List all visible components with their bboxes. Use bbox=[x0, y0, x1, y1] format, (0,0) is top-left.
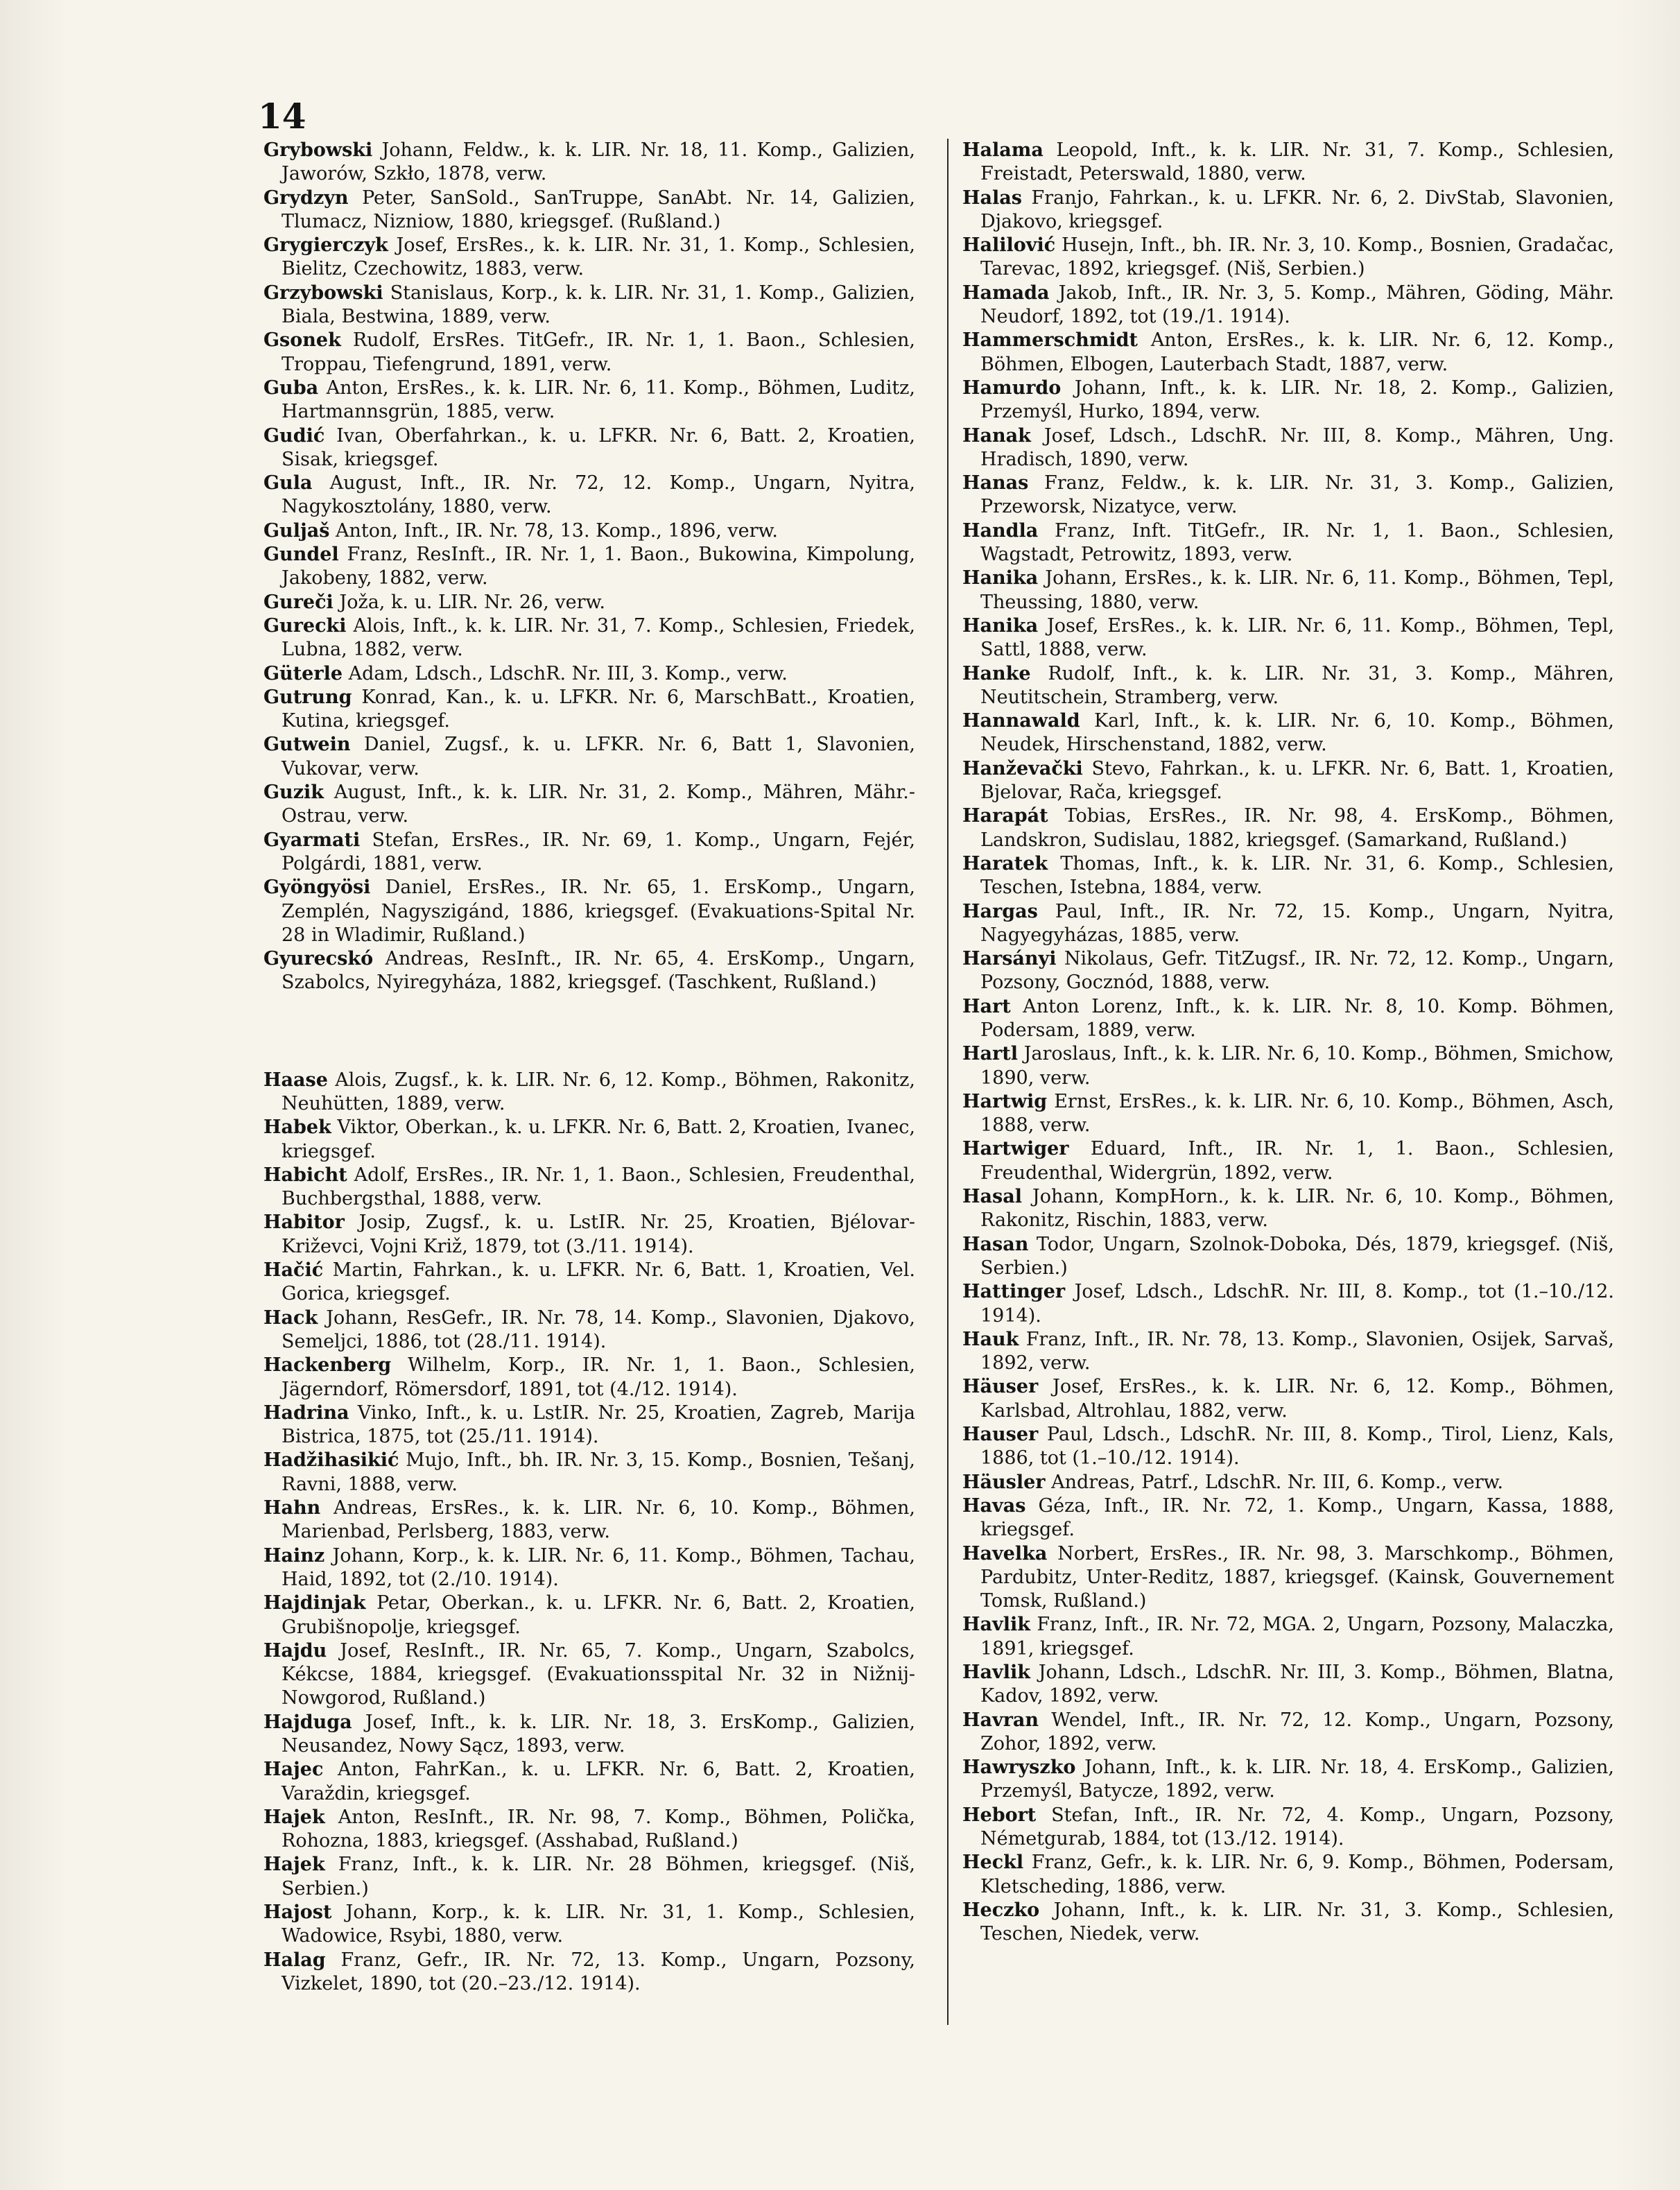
entry-details: August, Inft., IR. Nr. 72, 12. Komp., Ungarn, Nyitra, Nagykosztolány, 1880, verw. bbox=[282, 472, 915, 518]
entry-details: Johann, ResGefr., IR. Nr. 78, 14. Komp., Slavonien, Djakovo, Semeljci, 1886, tot (28./11. 1914). bbox=[282, 1307, 915, 1352]
entry-surname: Guzik bbox=[263, 782, 324, 804]
entry-details: Anton, Inft., IR. Nr. 78, 13. Komp., 1896, verw. bbox=[336, 519, 778, 542]
list-entry bbox=[263, 1354, 915, 1402]
list-entry bbox=[962, 519, 1614, 567]
entry-surname: Havran bbox=[962, 1709, 1039, 1731]
list-entry bbox=[263, 234, 915, 282]
entry-surname: Guba bbox=[263, 377, 319, 399]
entry-surname: Gyurecskó bbox=[263, 948, 374, 970]
entry-details: Tobias, ErsRes., IR. Nr. 98, 4. ErsKomp., Böhmen, Landskron, Sudislau, 1882, kriegsgef. (Samarkand, Rußland.) bbox=[980, 805, 1614, 851]
entry-surname: Hajost bbox=[263, 1902, 332, 1924]
entry-details: Josef, Ldsch., LdschR. Nr. III, 8. Komp., Mähren, Ung. Hradisch, 1890, verw. bbox=[980, 424, 1614, 470]
entry-details: Andreas, Patrf., LdschR. Nr. III, 6. Komp., verw. bbox=[1051, 1471, 1504, 1493]
entry-details: Martin, Fahrkan., k. u. LFKR. Nr. 6, Batt. 1, Kroatien, Vel. Gorica, kriegsgef. bbox=[282, 1259, 915, 1305]
list-entry bbox=[962, 234, 1614, 282]
list-entry bbox=[263, 329, 915, 377]
list-entry bbox=[962, 472, 1614, 519]
entry-details: Norbert, ErsRes., IR. Nr. 98, 3. Marschkomp., Böhmen, Pardubitz, Unter-Reditz, 1887, kriegsgef. (Kainsk, Gouvernement Tomsk, Rußland.) bbox=[980, 1542, 1614, 1612]
list-entry bbox=[263, 947, 915, 995]
entry-surname: Grygierczyk bbox=[263, 234, 388, 257]
entry-surname: Hanak bbox=[962, 424, 1031, 447]
entry-details: Karl, Inft., k. k. LIR. Nr. 6, 10. Komp., Böhmen, Neudek, Hirschenstand, 1882, verw. bbox=[980, 710, 1614, 756]
entry-surname: Hadžihasikić bbox=[263, 1449, 399, 1472]
entry-surname: Grydzyn bbox=[263, 187, 349, 209]
entry-surname: Halilović bbox=[962, 234, 1056, 257]
list-entry bbox=[263, 1259, 915, 1307]
list-entry bbox=[263, 1497, 915, 1544]
entry-details: Nikolaus, Gefr. TitZugsf., IR. Nr. 72, 12. Komp., Ungarn, Pozsony, Gocznód, 1888, verw. bbox=[980, 948, 1614, 994]
list-entry bbox=[962, 1804, 1614, 1852]
entry-details: Johann, KompHorn., k. k. LIR. Nr. 6, 10. Komp., Böhmen, Rakonitz, Rischin, 1883, verw. bbox=[980, 1186, 1614, 1232]
entry-surname: Grybowski bbox=[263, 139, 373, 161]
entry-surname: Hahn bbox=[263, 1497, 321, 1519]
entry-surname: Halas bbox=[962, 187, 1022, 209]
entry-details: Franz, Inft., k. k. LIR. Nr. 28 Böhmen, kriegsgef. (Niš, Serbien.) bbox=[282, 1854, 915, 1899]
list-entry bbox=[263, 829, 915, 877]
list-entry bbox=[263, 1711, 915, 1759]
entry-surname: Hainz bbox=[263, 1544, 325, 1567]
entry-surname: Hajduga bbox=[263, 1711, 352, 1733]
entry-details: Anton, FahrKan., k. u. LFKR. Nr. 6, Batt. 2, Kroatien, Varaždin, kriegsgef. bbox=[282, 1759, 915, 1804]
entry-details: Franz, Inft. TitGefr., IR. Nr. 1, 1. Baon., Schlesien, Wagstadt, Petrowitz, 1893, verw. bbox=[980, 519, 1614, 566]
entry-surname: Gutwein bbox=[263, 734, 351, 756]
entry-surname: Hammerschmidt bbox=[962, 329, 1138, 352]
entry-surname: Hajek bbox=[263, 1854, 325, 1876]
list-entry bbox=[263, 543, 915, 591]
entry-details: Johann, Ldsch., LdschR. Nr. III, 3. Komp., Böhmen, Blatna, Kadov, 1892, verw. bbox=[980, 1662, 1614, 1707]
entry-surname: Hauser bbox=[962, 1424, 1039, 1446]
list-entry bbox=[962, 1851, 1614, 1899]
list-entry bbox=[263, 424, 915, 472]
entry-details: Johann, Inft., k. k. LIR. Nr. 18, 4. ErsKomp., Galizien, Przemyśl, Batycze, 1892, verw. bbox=[980, 1757, 1614, 1802]
list-entry bbox=[962, 329, 1614, 377]
list-entry bbox=[962, 900, 1614, 948]
list-entry bbox=[263, 1853, 915, 1901]
entry-surname: Hackenberg bbox=[263, 1354, 392, 1377]
entry-details: Franz, Feldw., k. k. LIR. Nr. 31, 3. Komp., Galizien, Przeworsk, Nizatyce, verw. bbox=[980, 472, 1614, 518]
entry-surname: Güterle bbox=[263, 662, 343, 684]
list-entry bbox=[263, 614, 915, 662]
entry-details: Vinko, Inft., k. u. LstIR. Nr. 25, Kroatien, Zagreb, Marija Bistrica, 1875, tot (25./11. 1914). bbox=[282, 1402, 915, 1448]
entry-surname: Halama bbox=[962, 139, 1043, 161]
left-column bbox=[263, 139, 915, 1996]
list-entry bbox=[962, 1899, 1614, 1947]
entry-details: Johann, Inft., k. k. LIR. Nr. 31, 3. Komp., Schlesien, Teschen, Niedek, verw. bbox=[980, 1899, 1614, 1945]
list-entry bbox=[962, 1280, 1614, 1328]
list-entry bbox=[962, 1423, 1614, 1471]
entry-surname: Hanika bbox=[962, 614, 1039, 637]
entry-surname: Heczko bbox=[962, 1899, 1040, 1921]
list-entry bbox=[962, 1613, 1614, 1661]
list-entry bbox=[263, 139, 915, 187]
list-entry bbox=[263, 472, 915, 519]
entry-surname: Hanika bbox=[962, 567, 1039, 589]
list-entry bbox=[263, 1592, 915, 1639]
entry-surname: Gudić bbox=[263, 424, 325, 447]
entry-surname: Halag bbox=[263, 1949, 326, 1971]
entry-surname: Hamurdo bbox=[962, 377, 1062, 399]
entry-details: Jaroslaus, Inft., k. k. LIR. Nr. 6, 10. Komp., Böhmen, Smichow, 1890, verw. bbox=[980, 1043, 1614, 1089]
right-column bbox=[962, 139, 1614, 1947]
entry-details: Franz, Gefr., IR. Nr. 72, 13. Komp., Ungarn, Pozsony, Vizkelet, 1890, tot (20.–23./12. 1914). bbox=[282, 1949, 915, 1994]
entry-details: Josef, Inft., k. k. LIR. Nr. 18, 3. ErsKomp., Galizien, Neusandez, Nowy Sącz, 1893, verw. bbox=[282, 1711, 915, 1757]
entry-details: Anton, ResInft., IR. Nr. 98, 7. Komp., Böhmen, Polička, Rohozna, 1883, kriegsgef. (Asshabad, Rußland.) bbox=[282, 1806, 916, 1852]
list-entry bbox=[263, 282, 915, 329]
entry-surname: Gsonek bbox=[263, 329, 341, 352]
entry-details: Mujo, Inft., bh. IR. Nr. 3, 15. Komp., Bosnien, Tešanj, Ravni, 1888, verw. bbox=[282, 1449, 915, 1495]
entry-surname: Guljaš bbox=[263, 519, 330, 542]
entry-details: Alois, Zugsf., k. k. LIR. Nr. 6, 12. Komp., Böhmen, Rakonitz, Neuhütten, 1889, verw. bbox=[282, 1069, 915, 1114]
entry-details: Leopold, Inft., k. k. LIR. Nr. 31, 7. Komp., Schlesien, Freistadt, Peterswald, 1880, verw. bbox=[980, 139, 1614, 185]
entry-details: Géza, Inft., IR. Nr. 72, 1. Komp., Ungarn, Kassa, 1888, kriegsgef. bbox=[980, 1494, 1614, 1541]
entry-details: Stefan, Inft., IR. Nr. 72, 4. Komp., Ungarn, Pozsony, Németgurab, 1884, tot (13./12. 1914). bbox=[980, 1804, 1614, 1850]
entry-details: Josef, ErsRes., k. k. LIR. Nr. 6, 12. Komp., Böhmen, Karlsbad, Altrohlau, 1882, verw. bbox=[980, 1376, 1614, 1422]
entry-details: Daniel, ErsRes., IR. Nr. 65, 1. ErsKomp., Ungarn, Zemplén, Nagyszigánd, 1886, kriegsgef. (Evakuations-Spital Nr. 28 in Wladimir, Rußland.) bbox=[282, 877, 915, 946]
entry-details: Adam, Ldsch., LdschR. Nr. III, 3. Komp., verw. bbox=[348, 662, 788, 684]
entry-details: Husejn, Inft., bh. IR. Nr. 3, 10. Komp., Bosnien, Gradačac, Tarevac, 1892, kriegsgef. (Niš, Serbien.) bbox=[980, 234, 1614, 280]
entry-surname: Hartl bbox=[962, 1043, 1018, 1065]
list-entry bbox=[263, 1402, 915, 1449]
entry-surname: Hanke bbox=[962, 662, 1031, 684]
list-entry bbox=[962, 947, 1614, 995]
entry-surname: Gureči bbox=[263, 591, 334, 613]
entry-surname: Haase bbox=[263, 1069, 328, 1091]
entry-surname: Hargas bbox=[962, 900, 1038, 922]
entry-details: Thomas, Inft., k. k. LIR. Nr. 31, 6. Komp., Schlesien, Teschen, Istebna, 1884, verw. bbox=[980, 852, 1614, 899]
entry-details: Stanislaus, Korp., k. k. LIR. Nr. 31, 1. Komp., Galizien, Biala, Bestwina, 1889, verw. bbox=[282, 282, 915, 328]
list-entry bbox=[962, 567, 1614, 614]
list-entry bbox=[962, 1042, 1614, 1090]
entry-surname: Hanževački bbox=[962, 757, 1083, 779]
list-entry bbox=[962, 1137, 1614, 1185]
entry-details: Johann, Korp., k. k. LIR. Nr. 31, 1. Komp., Schlesien, Wadowice, Rsybi, 1880, verw. bbox=[282, 1902, 915, 1947]
entry-surname: Hebort bbox=[962, 1804, 1037, 1826]
entry-details: Alois, Inft., k. k. LIR. Nr. 31, 7. Komp., Schlesien, Friedek, Lubna, 1882, verw. bbox=[282, 614, 915, 661]
list-entry bbox=[962, 1709, 1614, 1757]
list-entry bbox=[962, 709, 1614, 757]
entry-surname: Gyarmati bbox=[263, 829, 361, 851]
entry-surname: Hannawald bbox=[962, 710, 1080, 732]
entry-surname: Havlik bbox=[962, 1614, 1030, 1636]
entry-surname: Gutrung bbox=[263, 686, 352, 708]
entry-details: Stefan, ErsRes., IR. Nr. 69, 1. Komp., Ungarn, Fejér, Polgárdi, 1881, verw. bbox=[282, 829, 915, 874]
entry-details: Andreas, ErsRes., k. k. LIR. Nr. 6, 10. Komp., Böhmen, Marienbad, Perlsberg, 1883, verw. bbox=[282, 1497, 915, 1543]
list-entry bbox=[263, 1901, 915, 1949]
list-entry bbox=[962, 1233, 1614, 1281]
entry-details: Franjo, Fahrkan., k. u. LFKR. Nr. 6, 2. DivStab, Slavonien, Djakovo, kriegsgef. bbox=[980, 187, 1614, 232]
entry-details: Wilhelm, Korp., IR. Nr. 1, 1. Baon., Schlesien, Jägerndorf, Römersdorf, 1891, tot (4./12. 1914). bbox=[282, 1354, 915, 1400]
entry-details: Todor, Ungarn, Szolnok-Doboka, Dés, 1879, kriegsgef. (Niš, Serbien.) bbox=[980, 1233, 1614, 1279]
entry-details: Joža, k. u. LIR. Nr. 26, verw. bbox=[339, 591, 606, 613]
entry-details: Rudolf, ErsRes. TitGefr., IR. Nr. 1, 1. Baon., Schlesien, Troppau, Tiefengrund, 1891, verw. bbox=[282, 329, 915, 375]
entry-details: Viktor, Oberkan., k. u. LFKR. Nr. 6, Batt. 2, Kroatien, Ivanec, kriegsgef. bbox=[282, 1116, 915, 1162]
entry-surname: Hartwiger bbox=[962, 1138, 1069, 1160]
list-entry bbox=[962, 614, 1614, 662]
entry-details: Josip, Zugsf., k. u. LstIR. Nr. 25, Kroatien, Bjélovar-Križevci, Vojni Križ, 1879, tot (3./11. 1914). bbox=[282, 1212, 915, 1257]
entry-surname: Hartwig bbox=[962, 1090, 1048, 1112]
entry-surname: Gundel bbox=[263, 544, 339, 566]
entry-details: Franz, ResInft., IR. Nr. 1, 1. Baon., Bukowina, Kimpolung, Jakobeny, 1882, verw. bbox=[282, 544, 915, 589]
list-entry bbox=[962, 1542, 1614, 1614]
entry-surname: Hattinger bbox=[962, 1281, 1066, 1303]
entry-surname: Gurecki bbox=[263, 614, 347, 637]
list-entry bbox=[263, 1806, 915, 1854]
list-entry bbox=[962, 1090, 1614, 1138]
list-entry bbox=[962, 1756, 1614, 1804]
entry-surname: Havlik bbox=[962, 1662, 1030, 1683]
entry-details: Franz, Gefr., k. k. LIR. Nr. 6, 9. Komp., Böhmen, Podersam, Kletscheding, 1886, verw. bbox=[980, 1852, 1614, 1897]
entry-surname: Hamada bbox=[962, 282, 1050, 304]
list-entry bbox=[263, 1164, 915, 1212]
entry-details: Wendel, Inft., IR. Nr. 72, 12. Komp., Ungarn, Pozsony, Zohor, 1892, verw. bbox=[980, 1709, 1614, 1754]
entry-details: Konrad, Kan., k. u. LFKR. Nr. 6, MarschBatt., Kroatien, Kutina, kriegsgef. bbox=[282, 686, 915, 732]
entry-details: Ernst, ErsRes., k. k. LIR. Nr. 6, 10. Komp., Böhmen, Asch, 1888, verw. bbox=[980, 1090, 1614, 1137]
list-entry bbox=[962, 1328, 1614, 1376]
entry-surname: Hasan bbox=[962, 1233, 1029, 1255]
entry-surname: Hawryszko bbox=[962, 1757, 1076, 1779]
entry-details: Josef, ErsRes., k. k. LIR. Nr. 6, 11. Komp., Böhmen, Tepl, Sattl, 1888, verw. bbox=[980, 614, 1615, 661]
list-entry bbox=[962, 757, 1614, 805]
list-entry bbox=[263, 662, 915, 686]
list-entry bbox=[962, 377, 1614, 424]
entry-details: Anton Lorenz, Inft., k. k. LIR. Nr. 8, 10. Komp. Böhmen, Podersam, 1889, verw. bbox=[980, 995, 1614, 1041]
column-divider bbox=[947, 139, 949, 2025]
entry-surname: Hajdinjak bbox=[263, 1592, 366, 1614]
entry-details: Petar, Oberkan., k. u. LFKR. Nr. 6, Batt. 2, Kroatien, Grubišnopolje, kriegsgef. bbox=[282, 1592, 915, 1638]
entry-details: Eduard, Inft., IR. Nr. 1, 1. Baon., Schlesien, Freudenthal, Widergrün, 1892, verw. bbox=[980, 1138, 1615, 1184]
entry-details: Peter, SanSold., SanTruppe, SanAbt. Nr. 14, Galizien, Tlumacz, Nizniow, 1880, kriegsgef. (Rußland.) bbox=[282, 187, 915, 232]
section-break bbox=[263, 995, 915, 1069]
list-entry bbox=[263, 1116, 915, 1164]
entry-details: Anton, ErsRes., k. k. LIR. Nr. 6, 11. Komp., Böhmen, Luditz, Hartmannsgrün, 1885, verw. bbox=[282, 377, 915, 423]
list-entry bbox=[263, 1949, 915, 1997]
entry-surname: Habicht bbox=[263, 1164, 347, 1186]
entry-details: Rudolf, Inft., k. k. LIR. Nr. 31, 3. Komp., Mähren, Neutitschein, Stramberg, verw. bbox=[980, 662, 1614, 708]
entry-surname: Hajec bbox=[263, 1759, 324, 1781]
entry-details: Stevo, Fahrkan., k. u. LFKR. Nr. 6, Batt. 1, Kroatien, Bjelovar, Rača, kriegsgef. bbox=[980, 757, 1614, 804]
entry-surname: Hanas bbox=[962, 472, 1029, 494]
entry-surname: Harapát bbox=[962, 805, 1048, 827]
list-entry bbox=[962, 282, 1614, 329]
entry-details: Josef, ResInft., IR. Nr. 65, 7. Komp., Ungarn, Szabolcs, Kékcse, 1884, kriegsgef. (Evakuationsspital Nr. 32 in Nižnij-Nowgorod, Rußland.) bbox=[282, 1639, 915, 1709]
entry-details: Johann, Inft., k. k. LIR. Nr. 18, 2. Komp., Galizien, Przemyśl, Hurko, 1894, verw. bbox=[980, 377, 1614, 423]
entry-surname: Grzybowski bbox=[263, 282, 383, 304]
entry-surname: Häuser bbox=[962, 1376, 1039, 1398]
list-entry bbox=[263, 1449, 915, 1497]
list-entry bbox=[263, 1211, 915, 1259]
entry-details: Adolf, ErsRes., IR. Nr. 1, 1. Baon., Schlesien, Freudenthal, Buchbergsthal, 1888, verw. bbox=[282, 1164, 915, 1210]
list-entry bbox=[263, 1544, 915, 1592]
list-entry bbox=[962, 662, 1614, 710]
entry-details: Franz, Inft., IR. Nr. 72, MGA. 2, Ungarn, Pozsony, Malaczka, 1891, kriegsgef. bbox=[980, 1614, 1615, 1659]
entry-details: Ivan, Oberfahrkan., k. u. LFKR. Nr. 6, Batt. 2, Kroatien, Sisak, kriegsgef. bbox=[282, 424, 915, 470]
entry-surname: Hajdu bbox=[263, 1639, 327, 1662]
list-entry bbox=[263, 187, 915, 234]
entry-surname: Hauk bbox=[962, 1328, 1019, 1350]
list-entry bbox=[962, 187, 1614, 234]
entry-surname: Habitor bbox=[263, 1212, 345, 1234]
list-entry bbox=[263, 1639, 915, 1711]
entry-details: August, Inft., k. k. LIR. Nr. 31, 2. Komp., Mähren, Mähr.-Ostrau, verw. bbox=[282, 782, 915, 827]
list-entry bbox=[962, 424, 1614, 472]
entry-surname: Hadrina bbox=[263, 1402, 349, 1424]
list-entry bbox=[263, 519, 915, 543]
list-entry bbox=[962, 1494, 1614, 1542]
entry-surname: Hart bbox=[962, 995, 1011, 1017]
list-entry bbox=[263, 1307, 915, 1354]
entry-details: Anton, ErsRes., k. k. LIR. Nr. 6, 12. Komp., Böhmen, Elbogen, Lauterbach Stadt, 1887, verw. bbox=[980, 329, 1614, 375]
entry-details: Johann, ErsRes., k. k. LIR. Nr. 6, 11. Komp., Böhmen, Tepl, Theussing, 1880, verw. bbox=[980, 567, 1614, 613]
entry-surname: Hasal bbox=[962, 1186, 1022, 1208]
entry-surname: Habek bbox=[263, 1116, 331, 1139]
list-entry bbox=[263, 377, 915, 424]
entry-details: Jakob, Inft., IR. Nr. 3, 5. Komp., Mähren, Göding, Mähr. Neudorf, 1892, tot (19./1. 1914). bbox=[980, 282, 1614, 328]
list-entry bbox=[962, 1185, 1614, 1233]
list-entry bbox=[263, 781, 915, 829]
entry-surname: Gyöngyösi bbox=[263, 877, 371, 899]
entry-details: Josef, ErsRes., k. k. LIR. Nr. 31, 1. Komp., Schlesien, Bielitz, Czechowitz, 1883, verw. bbox=[282, 234, 915, 280]
entry-surname: Haratek bbox=[962, 852, 1048, 874]
entry-details: Johann, Feldw., k. k. LIR. Nr. 18, 11. Komp., Galizien, Jaworów, Szkło, 1878, verw. bbox=[282, 139, 915, 185]
entry-surname: Gula bbox=[263, 472, 313, 494]
entry-details: Andreas, ResInft., IR. Nr. 65, 4. ErsKomp., Ungarn, Szabolcs, Nyiregyháza, 1882, kriegsgef. (Taschkent, Rußland.) bbox=[282, 948, 915, 994]
entry-surname: Havelka bbox=[962, 1542, 1048, 1564]
list-entry bbox=[962, 852, 1614, 900]
list-entry bbox=[962, 1375, 1614, 1423]
entry-surname: Handla bbox=[962, 519, 1039, 542]
entry-surname: Havas bbox=[962, 1494, 1026, 1517]
list-entry bbox=[263, 1758, 915, 1806]
entry-details: Franz, Inft., IR. Nr. 78, 13. Komp., Slavonien, Osijek, Sarvaš, 1892, verw. bbox=[980, 1328, 1614, 1374]
list-entry bbox=[962, 804, 1614, 852]
entry-surname: Harsányi bbox=[962, 948, 1057, 970]
entry-details: Paul, Inft., IR. Nr. 72, 15. Komp., Ungarn, Nyitra, Nagyegyházas, 1885, verw. bbox=[980, 900, 1614, 946]
list-entry bbox=[263, 876, 915, 947]
entry-details: Paul, Ldsch., LdschR. Nr. III, 8. Komp., Tirol, Lienz, Kals, 1886, tot (1.–10./12. 1914). bbox=[980, 1424, 1614, 1469]
list-entry bbox=[962, 995, 1614, 1043]
entry-details: Johann, Korp., k. k. LIR. Nr. 6, 11. Komp., Böhmen, Tachau, Haid, 1892, tot (2./10. 1914). bbox=[282, 1544, 915, 1590]
list-entry bbox=[263, 733, 915, 781]
entry-surname: Hajek bbox=[263, 1806, 325, 1828]
entry-surname: Hačić bbox=[263, 1259, 324, 1282]
list-entry bbox=[263, 686, 915, 734]
page-number: 14 bbox=[258, 96, 306, 137]
entry-details: Daniel, Zugsf., k. u. LFKR. Nr. 6, Batt 1, Slavonien, Vukovar, verw. bbox=[282, 734, 915, 779]
entry-details: Josef, Ldsch., LdschR. Nr. III, 8. Komp., tot (1.–10./12. 1914). bbox=[980, 1281, 1614, 1327]
entry-surname: Hack bbox=[263, 1307, 318, 1329]
list-entry bbox=[263, 591, 915, 614]
list-entry bbox=[962, 1661, 1614, 1709]
list-entry bbox=[962, 139, 1614, 187]
list-entry bbox=[263, 1069, 915, 1116]
entry-surname: Häusler bbox=[962, 1471, 1046, 1493]
list-entry bbox=[962, 1471, 1614, 1494]
entry-surname: Heckl bbox=[962, 1852, 1024, 1874]
